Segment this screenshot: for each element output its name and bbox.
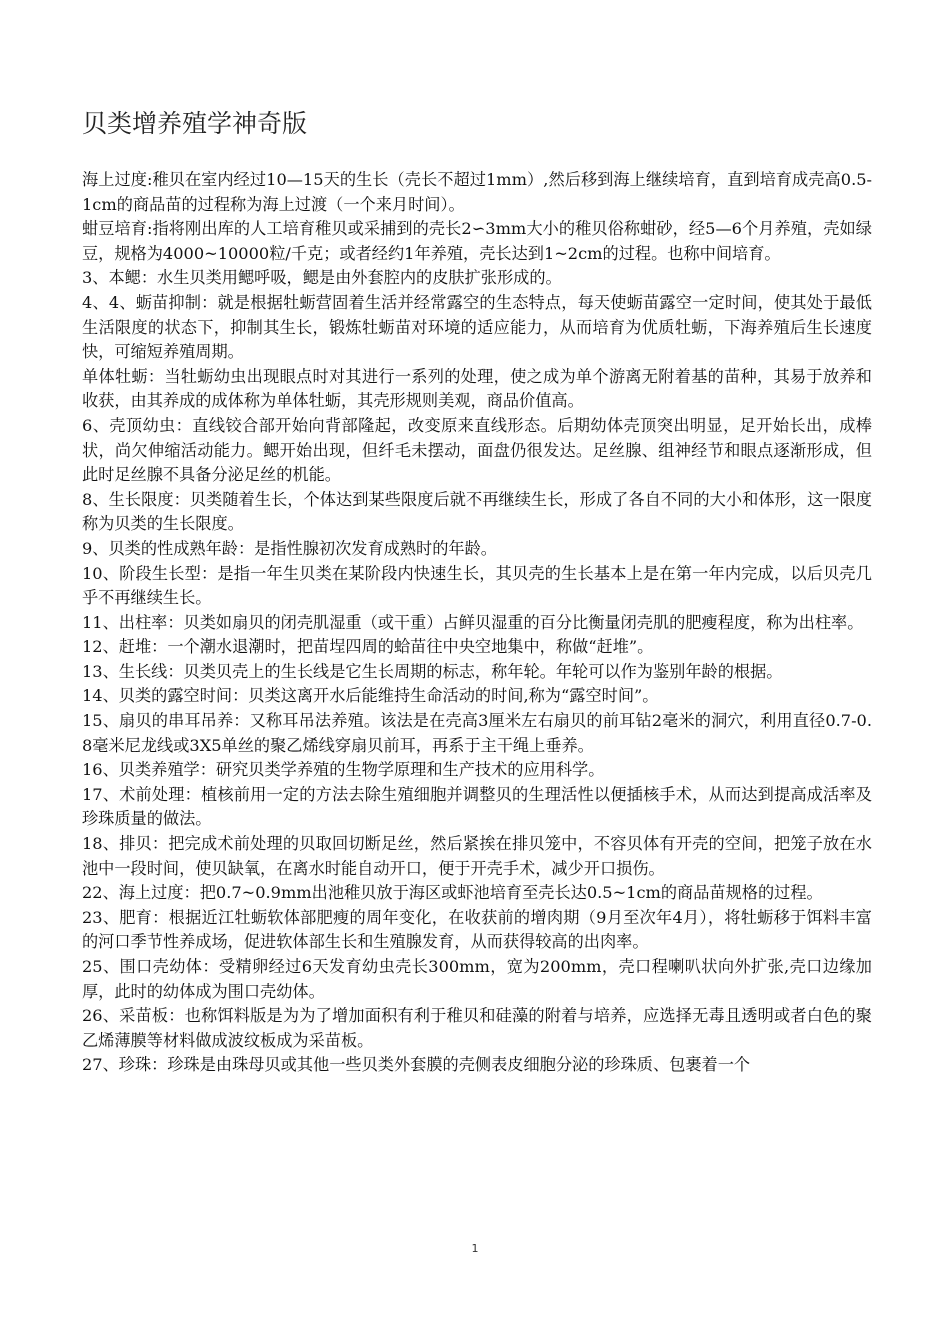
paragraph-single-oyster: 单体牡蛎：当牡蛎幼虫出现眼点时对其进行一系列的处理，使之成为单个游离无附着基的苗种，其易于放养和收获，由其养成的成体称为单体牡蛎，其壳形规则美观，商品价值高。 bbox=[82, 366, 872, 411]
document-body bbox=[82, 168, 872, 1078]
paragraph-adductor-yield: 11、出柱率：贝类如扇贝的闭壳肌湿重（或干重）占鲜贝湿重的百分比衡量闭壳肌的肥瘦程度，称为出柱率。 bbox=[82, 612, 864, 632]
paragraph-fattening: 23、肥育：根据近江牡蛎软体部肥瘦的周年变化，在收获前的增肉期（9月至次年4月），将牡蛎移于饵料丰富的河口季节性养成场，促进软体部生长和生殖腺发育，从而获得较高的出肉率。 bbox=[82, 907, 872, 952]
paragraph-gathering-pile: 12、赶堆：一个潮水退潮时，把苗埕四周的蛤苗往中央空地集中，称做“赶堆”。 bbox=[82, 637, 654, 657]
paragraph-gill: 3、本鳃：水生贝类用鳃呼吸，鳃是由外套腔内的皮肤扩张形成的。 bbox=[82, 268, 562, 288]
paragraph-collecting-plate: 26、采苗板：也称饵料版是为为了增加面积有利于稚贝和硅藻的附着与培养，应选择无毒且透明或者白色的聚乙烯薄膜等材料做成波纹板成为采苗板。 bbox=[82, 1006, 872, 1050]
paragraph-sexual-maturity-age: 9、贝类的性成熟年龄：是指性腺初次发育成熟时的年龄。 bbox=[82, 538, 497, 558]
paragraph-oyster-spat-inhibition: 4、4、蛎苗抑制：就是根据牡蛎营固着生活并经常露空的生态特点，每天使蛎苗露空一定时间，使其处于最低生活限度的状态下，抑制其生长，锻炼牡蛎苗对环境的适应能力，从而培育为优质牡蛎，下海养殖后生长速度快，可缩短养殖周期。 bbox=[82, 292, 872, 362]
paragraph-shell-arranging: 18、排贝：把完成术前处理的贝取回切断足丝，然后紧挨在排贝笼中，不容贝体有开壳的空间，把笼子放在水池中一段时间，使贝缺氧，在离水时能自动开口，便于开壳手术，减少开口损伤。 bbox=[82, 834, 872, 878]
paragraph-umbo-larva: 6、壳顶幼虫：直线铰合部开始向背部隆起，改变原来直线形态。后期幼体壳顶突出明显，足开始长出，成棒状，尚欠伸缩活动能力。鳃开始出现，但纤毛未摆动，面盘仍很发达。足丝腺、组神经节和眼点逐渐形成，但此时足丝腺不具备分泌足丝的机能。 bbox=[82, 415, 872, 485]
paragraph-pearl: 27、珍珠：珍珠是由珠母贝或其他一些贝类外套膜的壳侧表皮细胞分泌的珍珠质、包裹着一个 bbox=[82, 1055, 751, 1075]
paragraph-growth-line: 13、生长线：贝类贝壳上的生长线是它生长周期的标志，称年轮。年轮可以作为鉴别年龄的根据。 bbox=[82, 661, 783, 681]
paragraph-air-exposure-time: 14、贝类的露空时间：贝类这离开水后能维持生命活动的时间,称为“露空时间”。 bbox=[82, 686, 659, 706]
document-title: 贝类增养殖学神奇版 bbox=[82, 109, 308, 138]
paragraph-peristome-larva: 25、围口壳幼体：受精卵经过6天发育幼虫壳长300mm，宽为200mm，壳口程喇叭状向外扩张,壳口边缘加厚，此时的幼体成为围口壳幼体。 bbox=[82, 957, 872, 1001]
paragraph-preoperative-treatment: 17、术前处理：植核前用一定的方法去除生殖细胞并调整贝的生理活性以便插核手术，从而达到提高成活率及珍珠质量的做法。 bbox=[82, 784, 872, 829]
page-number: 1 bbox=[471, 1242, 479, 1255]
paragraph-growth-limit: 8、生长限度：贝类随着生长，个体达到某些限度后就不再继续生长，形成了各自不同的大小和体形，这一限度称为贝类的生长限度。 bbox=[82, 489, 872, 534]
paragraph-stage-growth-type: 10、阶段生长型：是指一年生贝类在某阶段内快速生长，其贝壳的生长基本上是在第一年内完成，以后贝壳几乎不再继续生长。 bbox=[82, 563, 872, 608]
paragraph-cockle-seed-rearing: 蚶豆培育:指将刚出库的人工培育稚贝或采捕到的壳长2∽3mm大小的稚贝俗称蚶砂，经5—6个月养殖，壳如绿豆，规格为4000~10000粒/千克；或者经约1年养殖，壳长达到1~2cm的过程。也称中间培育。 bbox=[82, 219, 872, 263]
paragraph-sea-transition: 海上过度:稚贝在室内经过10—15天的生长（壳长不超过1mm）,然后移到海上继续培育，直到培育成壳高0.5-1cm的商品苗的过程称为海上过渡（一个来月时间）。 bbox=[82, 170, 872, 214]
paragraph-shellfish-aquaculture: 16、贝类养殖学：研究贝类学养殖的生物学原理和生产技术的应用科学。 bbox=[82, 760, 605, 780]
paragraph-sea-transition-2: 22、海上过度：把0.7~0.9mm出池稚贝放于海区或虾池培育至壳长达0.5~1cm的商品苗规格的过程。 bbox=[82, 883, 823, 903]
paragraph-ear-hanging-culture: 15、扇贝的串耳吊养：又称耳吊法养殖。该法是在壳高3厘米左右扇贝的前耳钻2毫米的洞穴，利用直径0.7-0.8毫米尼龙线或3X5单丝的聚乙烯线穿扇贝前耳，再系于主干绳上垂养。 bbox=[82, 711, 872, 755]
